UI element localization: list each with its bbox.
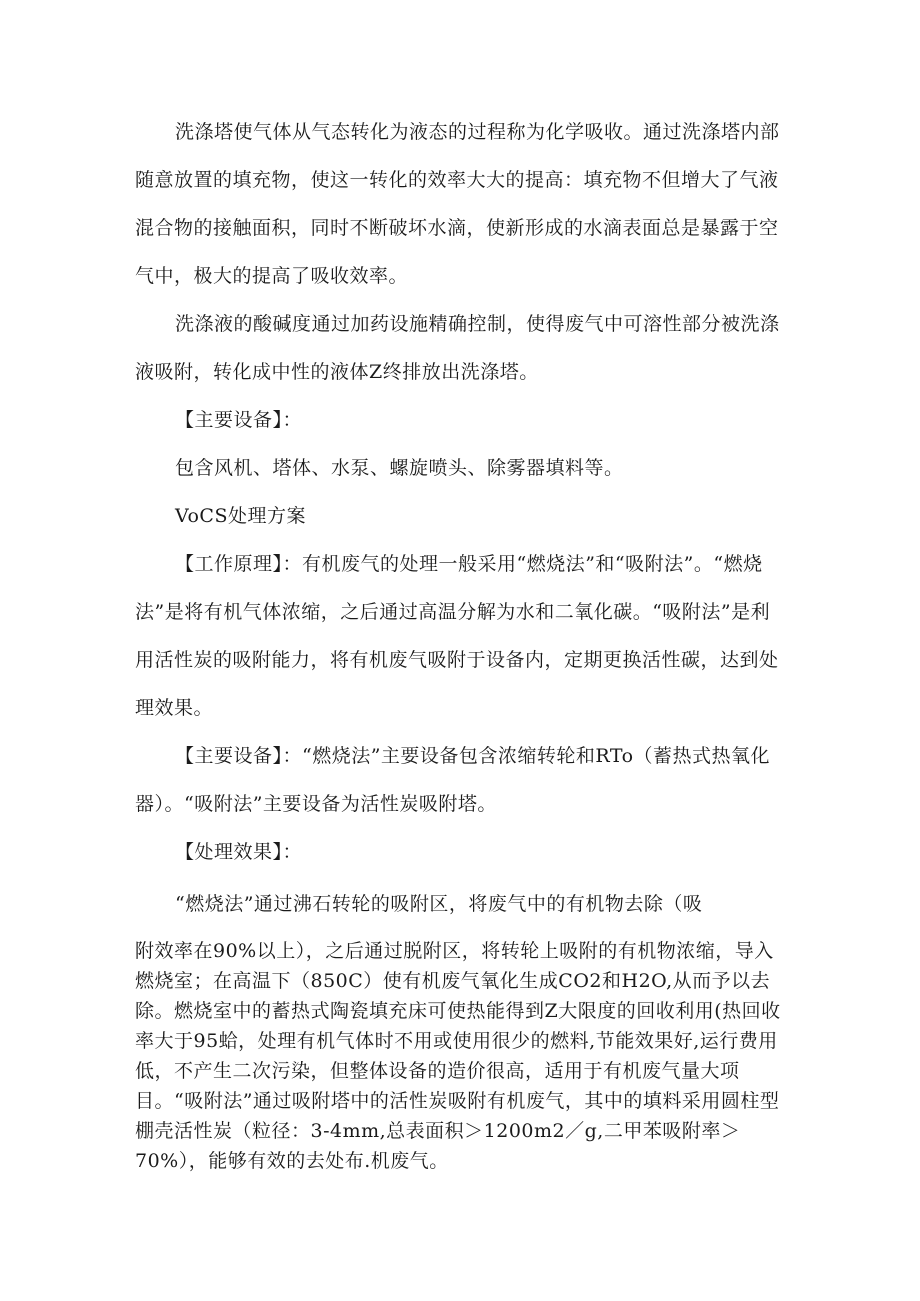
paragraph-effect-detail: 附效率在90%以上），之后通过脱附区，将转轮上吸附的有机物浓缩，导入燃烧室；在高温下（850C）使有机废气氧化生成CO2和H2O,从而予以去除。燃烧室中的蓄热式陶瓷填充床可使热能得到Z大限度的回收利用(热回收率大于95蛤，处理有机气体时不用或使用很少的燃料,节能效果好,运行费用低，不产生二次污染，但整体设备的造价很高，适用于有机废气量大项目。“吸附法”通过吸附塔中的活性炭吸附有机废气，其中的填料采用圆柱型棚壳活性炭（粒径：3-4mm,总表面积＞1200m2／g,二甲苯吸附率＞70%），能够有效的去处布.机废气。 <box>135 940 781 1172</box>
paragraph-scrubber-principle: 洗涤塔使气体从气态转化为液态的过程称为化学吸收。通过洗涤塔内部随意放置的填充物，使这一转化的效率大大的提高：填充物不但增大了气液混合物的接触面积，同时不断破坏水滴，使新形成的水滴表面总是暴露于空气中，极大的提高了吸收效率。 <box>135 121 780 287</box>
paragraph-vocs-equipment: 【主要设备】：“燃烧法”主要设备包含浓缩转轮和RTo（蓄热式热氧化器）。“吸附法”主要设备为活性炭吸附塔。 <box>135 745 771 815</box>
heading-treatment-effect: 【处理效果】： <box>175 841 303 863</box>
paragraph-effect-intro: “燃烧法”通过沸石转轮的吸附区，将废气中的有机物去除（吸 <box>175 893 703 915</box>
paragraph-working-principle: 【工作原理】：有机废气的处理一般采用“燃烧法”和“吸附法”。“燃烧法”是将有机气体浓缩，之后通过高温分解为水和二氧化碳。“吸附法”是利用活性炭的吸附能力，将有机废气吸附于设备内，定期更换活性碳，达到处理效果。 <box>135 553 779 719</box>
paragraph-scrubber-ph-control: 洗涤液的酸碱度通过加药设施精确控制，使得废气中可溶性部分被洗涤液吸附，转化成中性的液体Z终排放出洗涤塔。 <box>135 313 780 383</box>
heading-main-equipment: 【主要设备】： <box>175 409 303 431</box>
section-title-vocs: VoCS处理方案 <box>175 505 306 527</box>
paragraph-equipment-list: 包含风机、塔体、水泵、螺旋喷头、除雾器填料等。 <box>175 457 624 479</box>
